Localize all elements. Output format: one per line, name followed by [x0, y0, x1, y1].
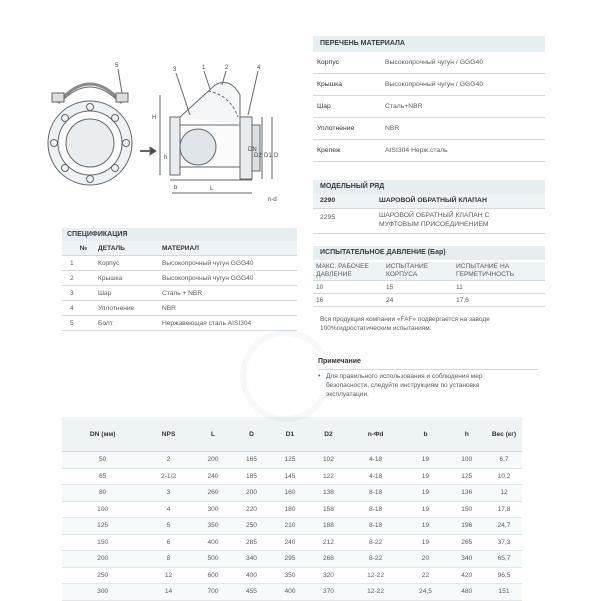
dimensions-cell: 8-18: [348, 501, 404, 518]
materials-row: [313, 74, 545, 96]
dimensions-cell: 14: [143, 584, 193, 601]
dimensions-cell: 150: [447, 501, 486, 518]
remark-title: Примечание: [318, 358, 361, 365]
pressure-table: [313, 262, 545, 307]
dimensions-cell: 600: [194, 567, 232, 584]
dimensions-cell: 268: [309, 551, 347, 568]
material-part: Крепеж: [313, 140, 381, 162]
valve-drawing: [40, 55, 290, 205]
dimensions-cell: 8-18: [348, 485, 404, 502]
spec-row: [62, 301, 297, 316]
dimensions-cell: 150: [62, 534, 143, 551]
materials-header: ПЕРЕЧЕНЬ МАТЕРИАЛА: [313, 36, 545, 52]
remark-divider: [318, 369, 538, 370]
label-D2: D2: [254, 153, 262, 159]
dimensions-cell: 24,7: [486, 518, 522, 535]
spec-num: 4: [62, 301, 95, 316]
dimensions-cell: 6: [143, 534, 193, 551]
dimensions-column-header: D: [232, 417, 270, 452]
label-1: 1: [202, 65, 206, 71]
dimensions-cell: 3: [143, 485, 193, 502]
spec-part: Уплотнение: [95, 301, 159, 316]
dimensions-cell: 295: [271, 551, 309, 568]
dimensions-cell: 80: [62, 485, 143, 502]
dimensions-cell: 370: [309, 584, 347, 601]
dimensions-column-header: D2: [309, 417, 347, 452]
dimensions-column-header: L: [194, 417, 232, 452]
model-desc: ШАРОВОЙ ОБРАТНЫЙ КЛАПАН: [379, 197, 487, 204]
spec-part: Корпус: [95, 256, 159, 271]
spec-num: 2: [62, 271, 95, 286]
dimensions-cell: 400: [194, 534, 232, 551]
dimensions-table: [62, 417, 522, 601]
dimensions-cell: 455: [232, 584, 270, 601]
dimensions-column-header: NPS: [143, 417, 193, 452]
dimensions-cell: 200: [194, 452, 232, 469]
model-header: МОДЕЛЬНЫЙ РЯД: [313, 180, 545, 194]
pressure-col-max: МАКС. РАБОЧЕЕ ДАВЛЕНИЕ: [313, 262, 383, 281]
dimensions-column-header: D1: [271, 417, 309, 452]
model-row-1: [313, 194, 545, 209]
pressure-note: Вся продукция компании «FAF» подвергается на заводе 100%гидростатическим испытаниям.: [320, 316, 490, 332]
dimensions-row: [62, 534, 522, 551]
dimensions-cell: 200: [232, 485, 270, 502]
pressure-col-body: ИСПЫТАНИЕ КОРПУСА: [383, 262, 453, 281]
material-part: Корпус: [313, 52, 381, 74]
materials-row: [313, 96, 545, 118]
material-value: Высокопрочный чугун / GGG40: [381, 52, 545, 74]
dimensions-cell: 196: [447, 518, 486, 535]
label-H: H: [152, 115, 157, 121]
materials-row: [313, 118, 545, 140]
dimensions-row: [62, 468, 522, 485]
label-h: h: [164, 155, 168, 161]
dimensions-cell: 300: [62, 584, 143, 601]
material-value: Высокопрочный чугун / GGG40: [381, 74, 545, 96]
label-L: L: [210, 186, 214, 192]
spec-part: Крышка: [95, 271, 159, 286]
dimensions-cell: 19: [404, 485, 448, 502]
dimensions-cell: 250: [232, 518, 270, 535]
dimensions-cell: 8: [143, 551, 193, 568]
dimensions-cell: 350: [194, 518, 232, 535]
spec-row: [62, 256, 297, 271]
label-D: D: [274, 153, 279, 159]
dimensions-cell: 160: [271, 485, 309, 502]
dimensions-row: [62, 551, 522, 568]
dimensions-cell: 4: [143, 501, 193, 518]
model-code: 2295: [320, 214, 336, 221]
dimensions-cell: 4-18: [348, 452, 404, 469]
spec-header: СПЕЦИФИКАЦИЯ: [62, 228, 297, 241]
dimensions-cell: 300: [194, 501, 232, 518]
spec-num: 5: [62, 316, 95, 331]
dimensions-cell: 250: [62, 567, 143, 584]
dimensions-cell: 100: [62, 501, 143, 518]
material-part: Крышка: [313, 74, 381, 96]
dimensions-cell: 5: [143, 518, 193, 535]
dimensions-row: [62, 518, 522, 535]
dimensions-cell: 500: [194, 551, 232, 568]
spec-table: [62, 241, 297, 331]
pressure-cell: 10: [313, 281, 383, 294]
dimensions-cell: 8-18: [348, 518, 404, 535]
dimensions-cell: 12: [143, 567, 193, 584]
dimensions-header-row: [62, 417, 522, 452]
spec-material: NBR: [159, 301, 297, 316]
dimensions-cell: 125: [271, 452, 309, 469]
pressure-col-seal: ИСПЫТАНИЕ НА ГЕРМЕТИЧНОСТЬ: [453, 262, 545, 281]
dimensions-cell: 19: [404, 534, 448, 551]
dimensions-cell: 12-22: [348, 567, 404, 584]
model-row-2: [313, 209, 545, 234]
materials-table: [313, 52, 545, 162]
remark-text: Для правильного использования и соблюдения мер безопасности, следуйте инструкциям по установке эксплуатации.: [326, 373, 483, 398]
dimensions-row: [62, 584, 522, 601]
dimensions-cell: 265: [447, 534, 486, 551]
dimensions-cell: 400: [232, 567, 270, 584]
label-5: 5: [115, 63, 119, 69]
spec-row: [62, 286, 297, 301]
dimensions-cell: 125: [447, 468, 486, 485]
dimensions-cell: 340: [232, 551, 270, 568]
dimensions-cell: 17,8: [486, 501, 522, 518]
dimensions-row: [62, 485, 522, 502]
dimensions-cell: 188: [309, 518, 347, 535]
label-b: b: [174, 185, 178, 191]
dimensions-cell: 151: [486, 584, 522, 601]
label-nd: n-d: [268, 197, 277, 203]
dimensions-cell: 240: [271, 534, 309, 551]
material-value: AISI304 Нерж.сталь: [381, 140, 545, 162]
dimensions-cell: 4-18: [348, 468, 404, 485]
label-DN: DN: [248, 147, 257, 153]
dimensions-cell: 50: [62, 452, 143, 469]
dimensions-cell: 2-1/2: [143, 468, 193, 485]
dimensions-cell: 212: [309, 534, 347, 551]
dimensions-cell: 65,7: [486, 551, 522, 568]
dimensions-column-header: n-Φd: [348, 417, 404, 452]
dimensions-cell: 138: [309, 485, 347, 502]
spec-col-part: ДЕТАЛЬ: [95, 241, 159, 256]
dimensions-cell: 2: [143, 452, 193, 469]
dimensions-row: [62, 452, 522, 469]
dimensions-column-header: b: [404, 417, 448, 452]
label-D1: D1: [264, 153, 272, 159]
dimensions-cell: 19: [404, 468, 448, 485]
dimensions-cell: 24,5: [404, 584, 448, 601]
spec-num: 3: [62, 286, 95, 301]
dimensions-row: [62, 501, 522, 518]
dimensions-cell: 260: [194, 485, 232, 502]
material-part: Шар: [313, 96, 381, 118]
dimensions-cell: 400: [271, 584, 309, 601]
spec-row: [62, 271, 297, 286]
dimensions-cell: 122: [309, 468, 347, 485]
dimensions-cell: 240: [194, 468, 232, 485]
spec-material: Сталь + NBR: [159, 286, 297, 301]
dimensions-cell: 37,3: [486, 534, 522, 551]
dimensions-cell: 200: [62, 551, 143, 568]
dimensions-cell: 420: [447, 567, 486, 584]
dimensions-cell: 8-22: [348, 534, 404, 551]
pressure-cell: 11: [453, 281, 545, 294]
dimensions-cell: 350: [271, 567, 309, 584]
dimensions-cell: 102: [309, 452, 347, 469]
dimensions-cell: 185: [232, 468, 270, 485]
spec-material: Высокопрочный чугун GGG40: [159, 271, 297, 286]
spec-num: 1: [62, 256, 95, 271]
dimensions-cell: 700: [194, 584, 232, 601]
spec-col-material: МАТЕРИАЛ: [159, 241, 297, 256]
dimensions-cell: 19: [404, 501, 448, 518]
dimensions-cell: 65: [62, 468, 143, 485]
dimensions-column-header: Вес (кг): [486, 417, 522, 452]
dimensions-cell: 480: [447, 584, 486, 601]
material-part: Уплотнение: [313, 118, 381, 140]
materials-row: [313, 52, 545, 74]
dimensions-cell: 100: [447, 452, 486, 469]
dimensions-cell: 340: [447, 551, 486, 568]
label-4: 4: [257, 65, 261, 71]
dimensions-cell: 320: [309, 567, 347, 584]
dimensions-cell: 19: [404, 452, 448, 469]
dimensions-cell: 125: [62, 518, 143, 535]
label-3: 3: [173, 67, 177, 73]
dimensions-cell: 210: [271, 518, 309, 535]
dimensions-cell: 22: [404, 567, 448, 584]
pressure-cell: 16: [313, 294, 383, 307]
material-value: NBR: [381, 118, 545, 140]
dimensions-cell: 20: [404, 551, 448, 568]
spec-material: Нержавеющая сталь AISI304: [159, 316, 297, 331]
dimensions-cell: 10,2: [486, 468, 522, 485]
dimensions-cell: 96,5: [486, 567, 522, 584]
dimensions-cell: 19: [404, 518, 448, 535]
pressure-header: ИСПЫТАТЕЛЬНОЕ ДАВЛЕНИЕ (Бар): [313, 246, 545, 260]
dimensions-cell: 8-22: [348, 551, 404, 568]
pressure-cell: 24: [383, 294, 453, 307]
materials-row: [313, 140, 545, 162]
dimensions-column-header: DN (мм): [62, 417, 143, 452]
spec-part: Болт: [95, 316, 159, 331]
spec-material: Высокопрочный чугун GGG40: [159, 256, 297, 271]
label-2: 2: [225, 65, 229, 71]
spec-part: Шар: [95, 286, 159, 301]
remark-bullet: •: [318, 373, 321, 380]
dimensions-cell: 285: [232, 534, 270, 551]
dimensions-cell: 12: [486, 485, 522, 502]
watermark: [240, 330, 332, 422]
dimensions-cell: 136: [447, 485, 486, 502]
pressure-cell: 15: [383, 281, 453, 294]
spec-row: [62, 316, 297, 331]
spec-col-num: №: [62, 241, 95, 256]
pressure-cell: 17,6: [453, 294, 545, 307]
model-code: 2290: [320, 197, 336, 204]
dimensions-cell: 6,7: [486, 452, 522, 469]
dimensions-row: [62, 567, 522, 584]
dimensions-cell: 145: [271, 468, 309, 485]
dimensions-column-header: h: [447, 417, 486, 452]
dimensions-cell: 180: [271, 501, 309, 518]
dimensions-cell: 12-22: [348, 584, 404, 601]
model-desc: ШАРОВОЙ ОБРАТНЫЙ КЛАПАН С МУФТОВЫМ ПРИСОЕДИНЕНИЕМ: [379, 212, 490, 228]
dimensions-cell: 220: [232, 501, 270, 518]
dimensions-cell: 158: [309, 501, 347, 518]
material-value: Сталь+NBR: [381, 96, 545, 118]
dimensions-cell: 165: [232, 452, 270, 469]
